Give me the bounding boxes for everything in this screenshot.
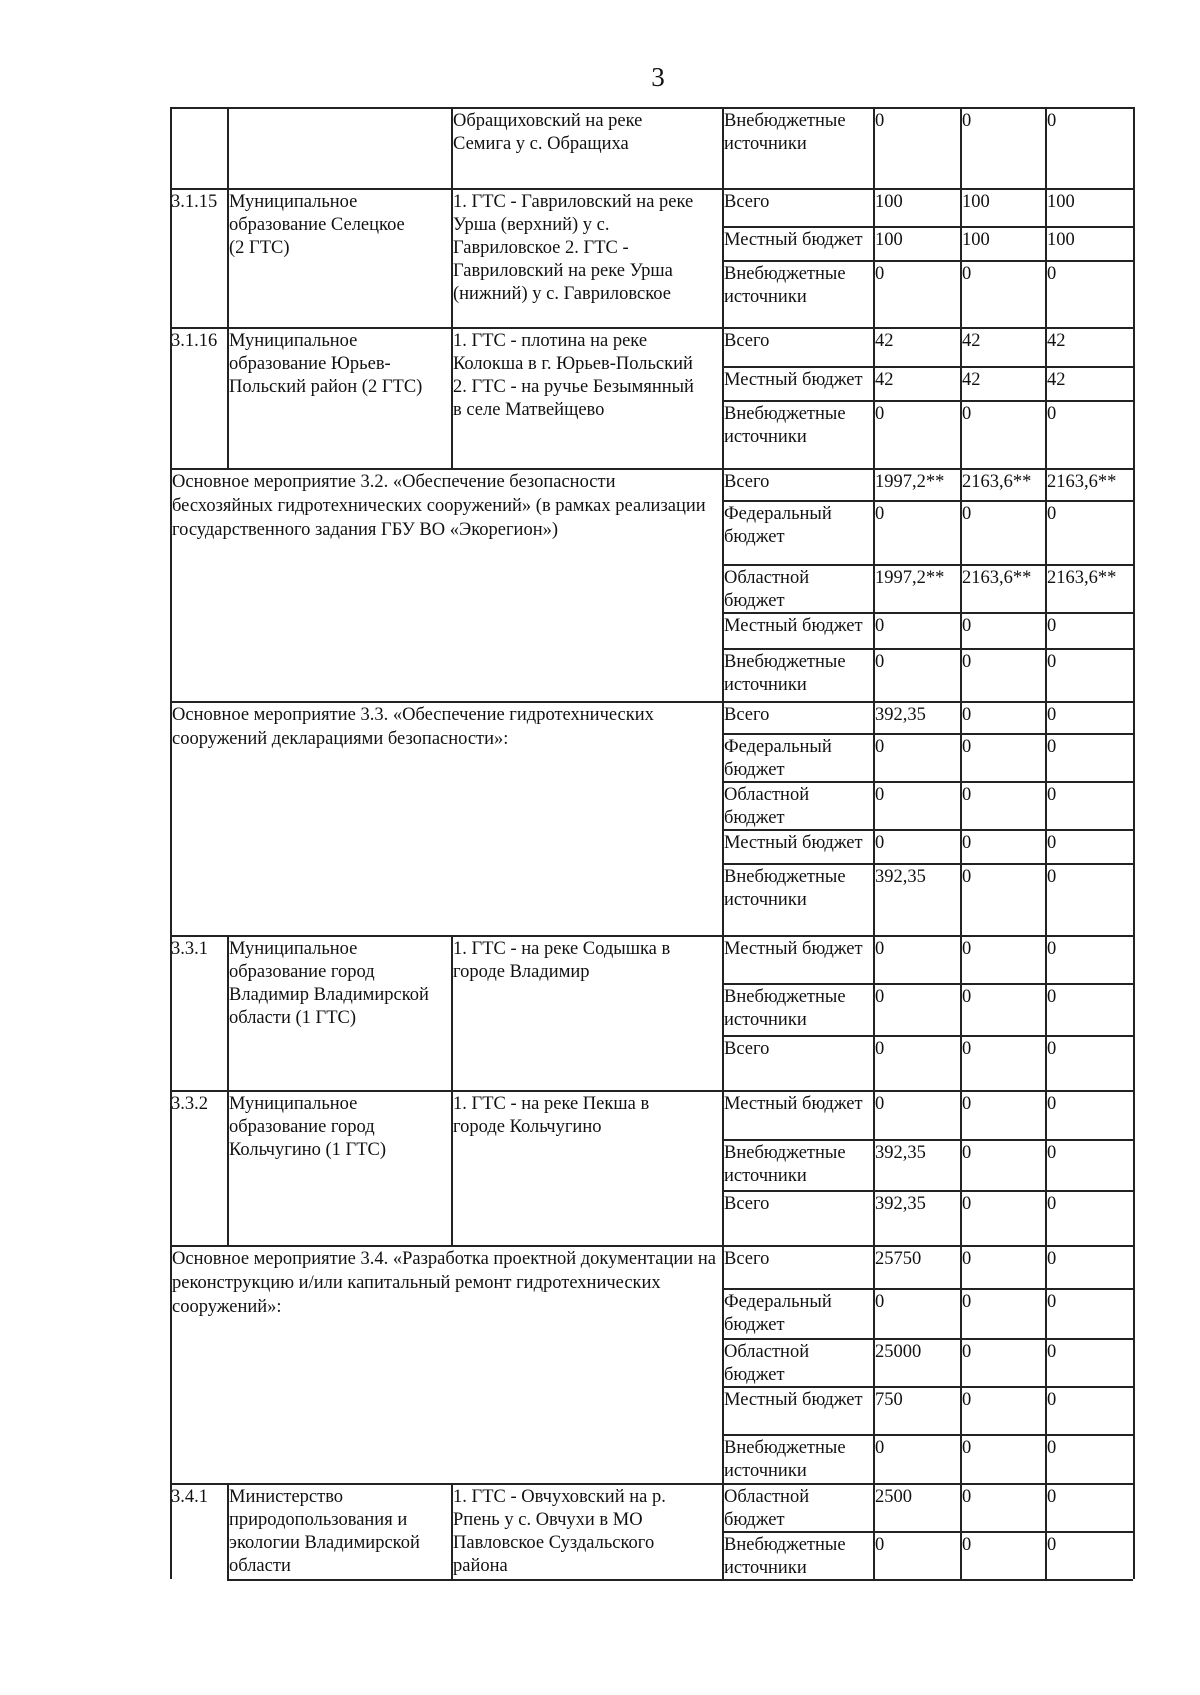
- funding-source: Областной бюджет: [724, 785, 810, 828]
- value-year-1: 0: [875, 1535, 885, 1555]
- value-year-1: 0: [875, 616, 885, 636]
- value-year-2: 0: [962, 111, 972, 131]
- hydro-object: Обращиховский на реке Семига у с. Обращиха: [453, 111, 643, 154]
- value-year-2: 0: [962, 987, 972, 1007]
- column-divider: [227, 107, 229, 188]
- value-year-2: 0: [962, 1438, 972, 1458]
- value-year-3: 0: [1047, 1535, 1057, 1555]
- value-year-1: 0: [875, 504, 885, 524]
- value-year-2: 0: [962, 1143, 972, 1163]
- value-year-3: 0: [1047, 1039, 1057, 1059]
- value-year-3: 0: [1047, 987, 1057, 1007]
- value-year-2: 0: [962, 616, 972, 636]
- funding-source: Всего: [724, 331, 770, 351]
- row-divider: [722, 1139, 1133, 1141]
- funding-source: Всего: [724, 1039, 770, 1059]
- value-year-2: 0: [962, 264, 972, 284]
- value-year-2: 0: [962, 1487, 972, 1507]
- column-divider: [1133, 188, 1135, 327]
- funding-source: Всего: [724, 192, 770, 212]
- row-divider: [170, 188, 1133, 190]
- value-year-1: 1997,2**: [875, 472, 945, 492]
- row-divider: [722, 260, 1133, 262]
- value-year-3: 0: [1047, 1249, 1057, 1269]
- row-divider: [722, 1434, 1133, 1436]
- value-year-1: 392,35: [875, 867, 926, 887]
- value-year-3: 0: [1047, 616, 1057, 636]
- funding-source: Местный бюджет: [724, 833, 863, 853]
- column-divider: [170, 107, 172, 188]
- funding-source: Внебюджетные источники: [724, 404, 846, 447]
- funding-source: Внебюджетные источники: [724, 264, 846, 307]
- value-year-1: 392,35: [875, 705, 926, 725]
- hydro-object: 1. ГТС - Овчуховский на р. Рпень у с. Овчухи в МО Павловское Суздальского района: [453, 1487, 666, 1576]
- value-year-2: 0: [962, 833, 972, 853]
- value-year-1: 0: [875, 264, 885, 284]
- value-year-3: 42: [1047, 331, 1066, 351]
- row-divider: [722, 564, 1133, 566]
- value-year-3: 0: [1047, 404, 1057, 424]
- value-year-3: 0: [1047, 939, 1057, 959]
- funding-source: Всего: [724, 705, 770, 725]
- row-divider: [170, 107, 1133, 109]
- funding-source: Всего: [724, 1194, 770, 1214]
- column-divider: [1133, 1245, 1135, 1483]
- value-year-2: 100: [962, 192, 990, 212]
- value-year-2: 100: [962, 230, 990, 250]
- value-year-1: 392,35: [875, 1194, 926, 1214]
- row-divider: [722, 226, 1133, 228]
- page-number: 3: [651, 62, 665, 92]
- value-year-2: 0: [962, 737, 972, 757]
- row-divider: [170, 1090, 1133, 1092]
- value-year-2: 0: [962, 652, 972, 672]
- value-year-2: 0: [962, 504, 972, 524]
- value-year-1: 100: [875, 192, 903, 212]
- value-year-1: 0: [875, 652, 885, 672]
- hydro-object: 1. ГТС - плотина на реке Колокша в г. Юрьев-Польский 2. ГТС - на ручье Безымянный в селе Матвейщево: [453, 331, 694, 420]
- funding-source: Федеральный бюджет: [724, 737, 832, 780]
- value-year-1: 0: [875, 1094, 885, 1114]
- value-year-3: 0: [1047, 1194, 1057, 1214]
- value-year-2: 0: [962, 1292, 972, 1312]
- value-year-2: 0: [962, 404, 972, 424]
- value-year-1: 0: [875, 987, 885, 1007]
- organization: Муниципальное образование Селецкое (2 ГТС): [229, 192, 405, 258]
- value-year-3: 0: [1047, 867, 1057, 887]
- value-year-2: 2163,6**: [962, 568, 1032, 588]
- value-year-1: 0: [875, 1292, 885, 1312]
- value-year-1: 2500: [875, 1487, 912, 1507]
- row-divider: [722, 1288, 1133, 1290]
- column-divider: [1133, 468, 1135, 701]
- value-year-2: 2163,6**: [962, 472, 1032, 492]
- value-year-1: 0: [875, 404, 885, 424]
- value-year-3: 0: [1047, 737, 1057, 757]
- funding-source: Внебюджетные источники: [724, 1438, 846, 1481]
- value-year-3: 0: [1047, 1390, 1057, 1410]
- funding-source: Местный бюджет: [724, 1094, 863, 1114]
- row-divider: [722, 733, 1133, 735]
- value-year-2: 0: [962, 1039, 972, 1059]
- column-divider: [1133, 107, 1135, 188]
- row-number: 3.3.1: [171, 939, 208, 959]
- value-year-3: 0: [1047, 652, 1057, 672]
- row-divider: [722, 1190, 1133, 1192]
- funding-source: Федеральный бюджет: [724, 504, 832, 547]
- value-year-3: 0: [1047, 833, 1057, 853]
- value-year-1: 42: [875, 370, 894, 390]
- value-year-3: 0: [1047, 1292, 1057, 1312]
- value-year-3: 0: [1047, 1094, 1057, 1114]
- row-divider: [722, 1338, 1133, 1340]
- row-divider: [170, 935, 1133, 937]
- row-divider: [722, 983, 1133, 985]
- value-year-1: 1997,2**: [875, 568, 945, 588]
- value-year-3: 0: [1047, 785, 1057, 805]
- row-number: 3.1.15: [171, 192, 218, 212]
- funding-source: Местный бюджет: [724, 230, 863, 250]
- value-year-3: 0: [1047, 1487, 1057, 1507]
- funding-source: Местный бюджет: [724, 1390, 863, 1410]
- value-year-3: 2163,6**: [1047, 568, 1117, 588]
- funding-source: Областной бюджет: [724, 1342, 810, 1385]
- value-year-3: 0: [1047, 1438, 1057, 1458]
- value-year-3: 0: [1047, 1143, 1057, 1163]
- measure-title: Основное мероприятие 3.4. «Разработка проектной документации на реконструкцию и/или капитальный ремонт гидротехнических сооружений»:: [172, 1249, 716, 1317]
- funding-source: Областной бюджет: [724, 1487, 810, 1530]
- funding-source: Областной бюджет: [724, 568, 810, 611]
- value-year-3: 0: [1047, 111, 1057, 131]
- value-year-3: 2163,6**: [1047, 472, 1117, 492]
- row-divider: [227, 1579, 1133, 1581]
- value-year-1: 750: [875, 1390, 903, 1410]
- value-year-1: 42: [875, 331, 894, 351]
- value-year-2: 0: [962, 1249, 972, 1269]
- value-year-2: 0: [962, 939, 972, 959]
- value-year-2: 0: [962, 1094, 972, 1114]
- value-year-1: 0: [875, 833, 885, 853]
- value-year-1: 392,35: [875, 1143, 926, 1163]
- row-divider: [722, 500, 1133, 502]
- funding-source: Федеральный бюджет: [724, 1292, 832, 1335]
- value-year-3: 100: [1047, 230, 1075, 250]
- funding-source: Внебюджетные источники: [724, 867, 846, 910]
- hydro-object: 1. ГТС - Гавриловский на реке Урша (верхний) у с. Гавриловское 2. ГТС - Гавриловский на реке Урша (нижний) у с. Гавриловское: [453, 192, 694, 304]
- value-year-3: 0: [1047, 705, 1057, 725]
- hydro-object: 1. ГТС - на реке Содышка в городе Владимир: [453, 939, 671, 982]
- hydro-object: 1. ГТС - на реке Пекша в городе Кольчугино: [453, 1094, 650, 1137]
- funding-source: Местный бюджет: [724, 370, 863, 390]
- value-year-1: 0: [875, 111, 885, 131]
- column-divider: [1133, 327, 1135, 468]
- value-year-3: 0: [1047, 1342, 1057, 1362]
- row-divider: [722, 863, 1133, 865]
- funding-source: Внебюджетные источники: [724, 1143, 846, 1186]
- funding-source: Внебюджетные источники: [724, 111, 846, 154]
- row-number: 3.3.2: [171, 1094, 208, 1114]
- funding-source: Внебюджетные источники: [724, 652, 846, 695]
- row-number: 3.1.16: [171, 331, 218, 351]
- value-year-2: 0: [962, 705, 972, 725]
- column-divider: [1133, 1483, 1135, 1579]
- organization: Муниципальное образование Юрьев- Польский район (2 ГТС): [229, 331, 423, 397]
- measure-title: Основное мероприятие 3.3. «Обеспечение гидротехнических сооружений декларациями безопасности»:: [172, 705, 654, 749]
- funding-source: Местный бюджет: [724, 616, 863, 636]
- funding-source: Всего: [724, 1249, 770, 1269]
- value-year-2: 42: [962, 370, 981, 390]
- row-divider: [722, 648, 1133, 650]
- value-year-2: 0: [962, 1342, 972, 1362]
- value-year-2: 0: [962, 785, 972, 805]
- value-year-2: 0: [962, 1194, 972, 1214]
- value-year-1: 0: [875, 785, 885, 805]
- organization: Муниципальное образование город Кольчугино (1 ГТС): [229, 1094, 387, 1160]
- organization: Министерство природопользования и экологии Владимирской области: [229, 1487, 420, 1576]
- value-year-3: 0: [1047, 264, 1057, 284]
- value-year-2: 42: [962, 331, 981, 351]
- row-divider: [722, 1035, 1133, 1037]
- value-year-1: 0: [875, 737, 885, 757]
- value-year-2: 0: [962, 867, 972, 887]
- row-divider: [170, 1483, 1133, 1485]
- funding-source: Всего: [724, 472, 770, 492]
- value-year-1: 0: [875, 1039, 885, 1059]
- row-divider: [722, 366, 1133, 368]
- column-divider: [1133, 1090, 1135, 1245]
- value-year-1: 0: [875, 1438, 885, 1458]
- value-year-3: 42: [1047, 370, 1066, 390]
- value-year-1: 0: [875, 939, 885, 959]
- value-year-1: 25750: [875, 1249, 922, 1269]
- value-year-2: 0: [962, 1535, 972, 1555]
- column-divider: [1133, 935, 1135, 1090]
- funding-source: Местный бюджет: [724, 939, 863, 959]
- funding-source: Внебюджетные источники: [724, 987, 846, 1030]
- value-year-2: 0: [962, 1390, 972, 1410]
- value-year-3: 100: [1047, 192, 1075, 212]
- value-year-1: 100: [875, 230, 903, 250]
- funding-source: Внебюджетные источники: [724, 1535, 846, 1578]
- value-year-3: 0: [1047, 504, 1057, 524]
- row-divider: [722, 400, 1133, 402]
- row-number: 3.4.1: [171, 1487, 208, 1507]
- measure-title: Основное мероприятие 3.2. «Обеспечение безопасности бесхозяйных гидротехнических сооружений» (в рамках реализации государственного задания ГБУ ВО «Экорегион»): [172, 472, 706, 540]
- row-divider: [170, 327, 1133, 329]
- organization: Муниципальное образование город Владимир Владимирской области (1 ГТС): [229, 939, 429, 1028]
- column-divider: [1133, 701, 1135, 935]
- value-year-1: 25000: [875, 1342, 922, 1362]
